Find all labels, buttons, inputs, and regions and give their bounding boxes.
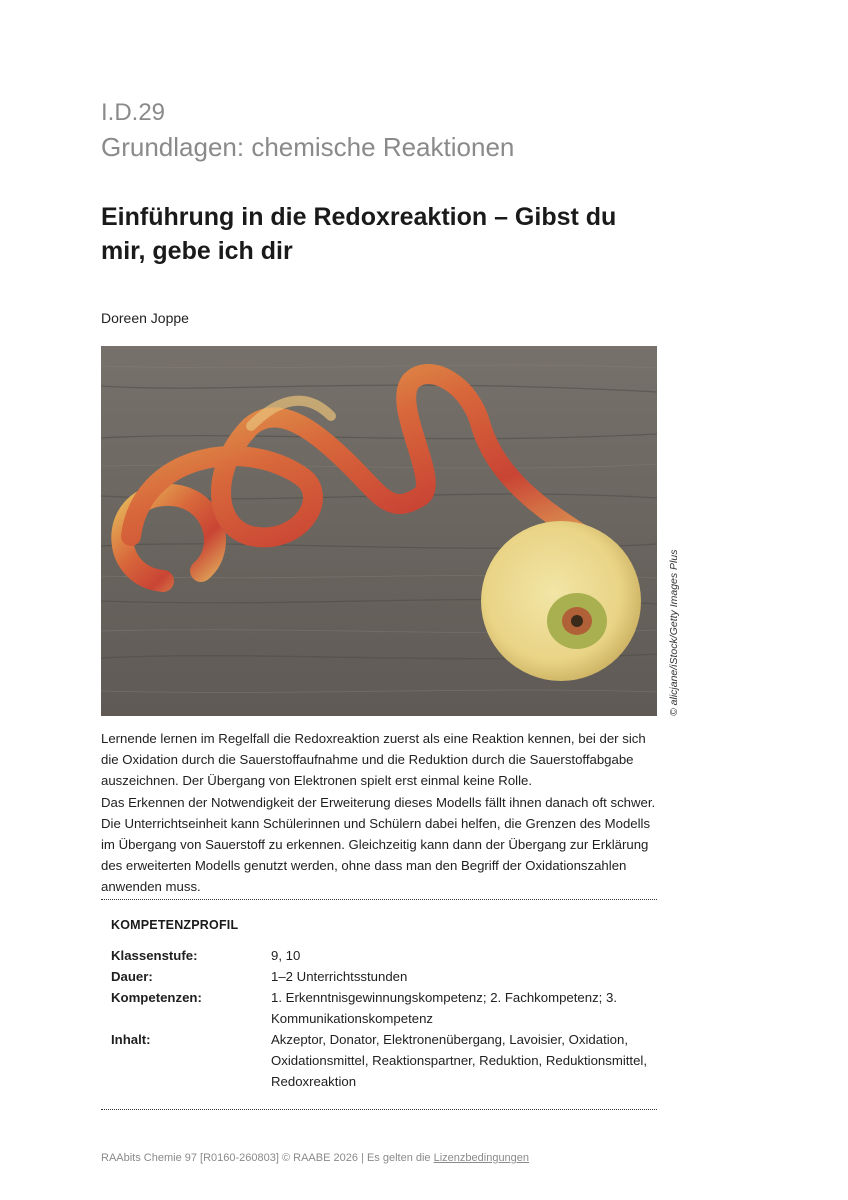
footer xyxy=(101,1152,529,1164)
apple-peel-icon xyxy=(101,346,657,716)
profile-value: 9, 10 xyxy=(271,948,301,963)
page-title: Einführung in die Redoxreaktion – Gibst du mir, gebe ich dir xyxy=(101,203,617,265)
divider-bottom xyxy=(101,1109,657,1110)
unit-code: I.D.29 xyxy=(101,99,166,126)
competence-profile xyxy=(111,918,651,1092)
profile-value: 1–2 Unterrichtsstunden xyxy=(271,969,408,984)
profile-label: Inhalt: xyxy=(111,1032,151,1047)
profile-label: Dauer: xyxy=(111,969,153,984)
intro-paragraph-2: Das Erkennen der Notwendigkeit der Erweiterung dieses Modells fällt ihnen danach oft schwer. Die Unterrichtseinheit kann Schülerinnen und Schülern dabei helfen, die Grenzen des Modells im Übergang von Sauerstoff zu erkennen. Gleichzeitig kann dann der Übergang zur Erklärung des erweiterten Modells genutzt werden, ohne dass man den Begriff der Oxidationszahlen anwenden muss. xyxy=(101,794,656,895)
profile-value: Akzeptor, Donator, Elektronenübergang, Lavoisier, Oxidation, Oxidationsmittel, Reaktionspartner, Reduktion, Reduktionsmittel, Redoxreaktion xyxy=(271,1032,648,1089)
profile-label: Klassenstufe: xyxy=(111,948,198,963)
profile-heading: KOMPETENZPROFIL xyxy=(111,918,239,932)
profile-row-content xyxy=(111,1029,651,1092)
profile-row-competences xyxy=(111,987,651,1029)
profile-row-duration xyxy=(111,966,651,987)
license-link[interactable]: Lizenzbedingungen xyxy=(433,1152,530,1164)
intro-paragraph-1: Lernende lernen im Regelfall die Redoxreaktion zuerst als eine Reaktion kennen, bei der sich die Oxidation durch die Sauerstoffaufnahme und die Reduktion durch die Sauerstoffabgabe auszeichnen. Der Übergang von Elektronen spielt erst einmal keine Rolle. xyxy=(101,731,646,789)
profile-row-grade xyxy=(111,945,651,966)
intro-text xyxy=(101,728,659,898)
subject-heading: Grundlagen: chemische Reaktionen xyxy=(101,132,515,162)
divider-top xyxy=(101,899,657,900)
author-name: Doreen Joppe xyxy=(101,310,189,326)
footer-text: RAAbits Chemie 97 [R0160-260803] © RAABE 2026 | Es gelten die xyxy=(101,1152,434,1164)
photo-credit: © alicjane/iStock/Getty Images Plus xyxy=(668,549,680,716)
apple-peel-photo xyxy=(101,346,657,716)
profile-value: 1. Erkenntnisgewinnungskompetenz; 2. Fachkompetenz; 3. Kommunikationskompetenz xyxy=(271,990,618,1026)
profile-label: Kompetenzen: xyxy=(111,990,202,1005)
